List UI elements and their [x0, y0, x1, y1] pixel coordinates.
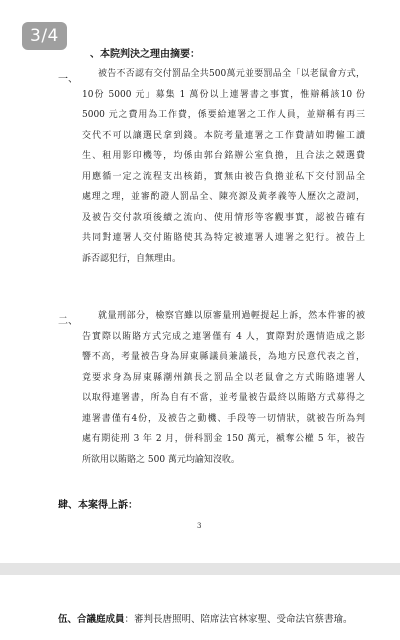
paragraph-line: 及被告交付款項後續之流向、使用情形等客觀事實，認被告確有 [82, 212, 365, 223]
panel-members-text: ：審判長唐照明、陪席法官林家聖、受命法官蔡書瑜。 [124, 614, 353, 625]
page-number: 3 [197, 522, 202, 530]
next-document-page [0, 575, 400, 640]
page-counter-badge: 3/4 [22, 22, 67, 50]
closing-heading: 肆、本案得上訴： [58, 500, 138, 511]
paragraph-line: 響不高，考量被告身為屏東縣議員兼議長，為地方民意代表之首， [82, 352, 365, 362]
paragraph-line: 用應循一定之流程支出核銷，實無由被告負擔並私下交付罰品全 [82, 171, 365, 182]
paragraph-line: 告實際以賄賂方式完成之連署僅有 4 人，實際對於選情造成之影 [82, 331, 365, 342]
paragraph-line: 處理之理，並審酌證人罰品全、陳亮源及黃孝義等人歷次之證詞， [82, 192, 365, 202]
paragraph-line: 竟要求身為屏東縣潮州鎮長之罰品全以老鼠會之方式賄賂連署人 [82, 372, 365, 383]
paragraph-1 [82, 64, 365, 269]
paragraph-line: 連署書僅有4份，及被告之動機、手段等一切情狀，就被告所為判 [82, 413, 365, 424]
paragraph-line: 10份 5000 元」募集 1 萬份以上連署書之事實，惟辯稱該10 份 [82, 89, 365, 100]
paragraph-line: 訴否認犯行，自無理由。 [82, 253, 182, 264]
paragraph-2-marker: 二、 [58, 316, 78, 327]
paragraph-line: 被告不否認有交付罰品全共500萬元並要罰品全「以老鼠會方式， [98, 69, 365, 79]
paragraph-line: 5000 元之費用為工作費，係要給連署之工作人員，並辯稱有再三 [82, 110, 365, 120]
paragraph-line: 就量刑部分，檢察官雖以原審量刑過輕提起上訴，然本件審的被 [98, 311, 365, 321]
paragraph-line: 以取得連署書，所為自有不當，並考量被告最終以賄賂方式募得之 [82, 393, 365, 403]
paragraph-2 [82, 306, 365, 470]
panel-members-line [58, 611, 353, 625]
section-heading: 、本院判決之理由摘要： [90, 49, 200, 60]
paragraph-line: 所欲用以賄賂之 500 萬元均諭知沒收。 [82, 454, 240, 465]
panel-members-label: 伍、合議庭成員 [58, 614, 125, 625]
paragraph-line: 交代不可以讓選民拿到錢。本院考量連署之工作費請如聘僱工讀 [82, 130, 365, 141]
page-separator [0, 563, 400, 575]
paragraph-line: 共同對連署人交付賄賂使其為特定被連署人連署之犯行。被告上 [82, 233, 365, 243]
paragraph-1-marker: 一、 [58, 74, 78, 85]
paragraph-line: 處有期徒刑 3 年 2 月，併科罰金 150 萬元，褫奪公權 5 年，被告 [82, 434, 365, 444]
paragraph-line: 生、租用影印機等，均係由郭台銘辦公室負擔，且合法之競選費 [82, 151, 365, 161]
